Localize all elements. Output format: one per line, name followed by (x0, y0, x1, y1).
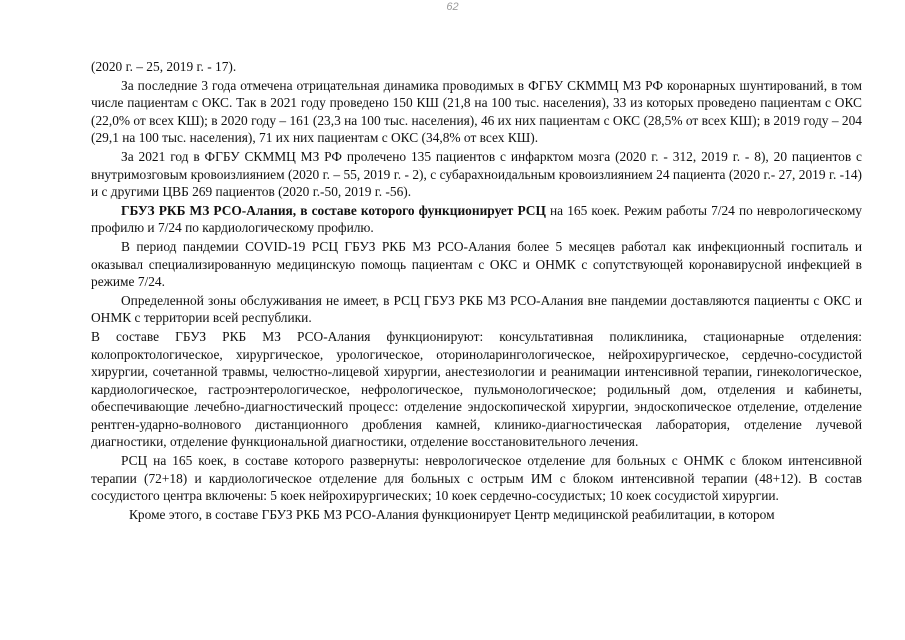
paragraph-covid-period (91, 238, 862, 291)
paragraph-text: Определенной зоны обслуживания не имеет, в РСЦ ГБУЗ РКБ МЗ РСО-Алания вне пандемии доставляются пациенты с ОКС и ОНМК с территории всей республики. (91, 292, 862, 326)
paragraph-text: За последние 3 года отмечена отрицательная динамика проводимых в ФГБУ СКММЦ МЗ РФ коронарных шунтирований, в том числе пациентам с ОКС. Так в 2021 году проведено 150 КШ (21,8 на 100 тыс. населения), 33 из которых проведено пациентам с ОКС (22,0% от всех КШ); в 2020 году – 161 (23,3 на 100 тыс. населения), 46 их них пациентам с ОКС (28,5% от всех КШ); в 2019 году – 204 (29,1 на 100 тыс. населения), 71 их них пациентам с ОКС (34,8% от всех КШ). (91, 77, 862, 146)
paragraph-rkb-rsc (91, 202, 862, 237)
document-body (91, 58, 862, 524)
paragraph-text: (2020 г. – 25, 2019 г. - 17). (91, 59, 237, 74)
paragraph-service-zone (91, 292, 862, 327)
paragraph-rsc-beds (91, 452, 862, 505)
paragraph-text: В период пандемии COVID-19 РСЦ ГБУЗ РКБ МЗ РСО-Алания более 5 месяцев работал как инфекционный госпиталь и оказывал специализированную медицинскую помощь пациентам с ОКС и ОНМК с сопутствующей коронавирусной инфекцией в режиме 7/24. (91, 238, 862, 290)
paragraph-text: на 165 коек. Режим работы 7/24 по неврологическому профилю и 7/24 по кардиологическому профилю. (91, 202, 863, 236)
paragraph-cabg-dynamics (91, 77, 862, 147)
paragraph-lead-bold: ГБУЗ РКБ МЗ РСО-Алания, в составе которого функционирует РСЦ (121, 202, 546, 218)
paragraph-text: В составе ГБУЗ РКБ МЗ РСО-Алания функционируют: консультативная поликлиника, стационарные отделения: колопроктологическое, хирургическое, урологическое, оториноларингологическое, нейрохирургическое, сердечно-сосудистой хирургии, сочетанной травмы, челюстно-лицевой хирургии, анестезиологии и реанимации интенсивной терапии, гинекологическое, кардиологическое, гастроэнтерологическое, нефрологическое, пульмонологическое; родильный дом, отделения и кабинеты, обеспечивающие лечебно-диагностический процесс: отделение эндоскопической хирургии, эндоскопическое отделение, отделение рентген-ударно-волнового дистанционного дробления камней, клинико-диагностическая лаборатория, отделение лучевой диагностики, отделение функциональной диагностики, отделение восстановительного лечения. (91, 328, 862, 450)
paragraph-rehab-center (91, 506, 862, 524)
paragraph-text: РСЦ на 165 коек, в составе которого развернуты: неврологическое отделение для больных с ОНМК с блоком интенсивной терапии (72+18) и кардиологическое отделение для больных с острым ИМ с блоком интенсивной терапии (48+12). В состав сосудистого центра включены: 5 коек нейрохирургических; 10 коек сердечно-сосудистых; 10 коек сосудистой хирургии. (91, 453, 862, 504)
paragraph-text: За 2021 год в ФГБУ СКММЦ МЗ РФ пролечено 135 пациентов с инфарктом мозга (2020 г. - 312, 2019 г. - 8), 20 пациентов с внутримозговым кровоизлиянием (2020 г. – 55, 2019 г. - 2), с субарахноидальным кровоизлиянием 24 пациента (2020 г.- 27, 2019 г. -14) и с другими ЦВБ 269 пациентов (2020 г.-50, 2019 г. -56). (91, 148, 862, 200)
paragraph-continuation (91, 58, 862, 76)
page-number: 62 (446, 1, 459, 13)
paragraph-stroke-patients (91, 148, 862, 201)
paragraph-text: Кроме этого, в составе ГБУЗ РКБ МЗ РСО-Алания функционирует Центр медицинской реабилитации, в котором (129, 506, 775, 522)
paragraph-departments (91, 328, 862, 451)
